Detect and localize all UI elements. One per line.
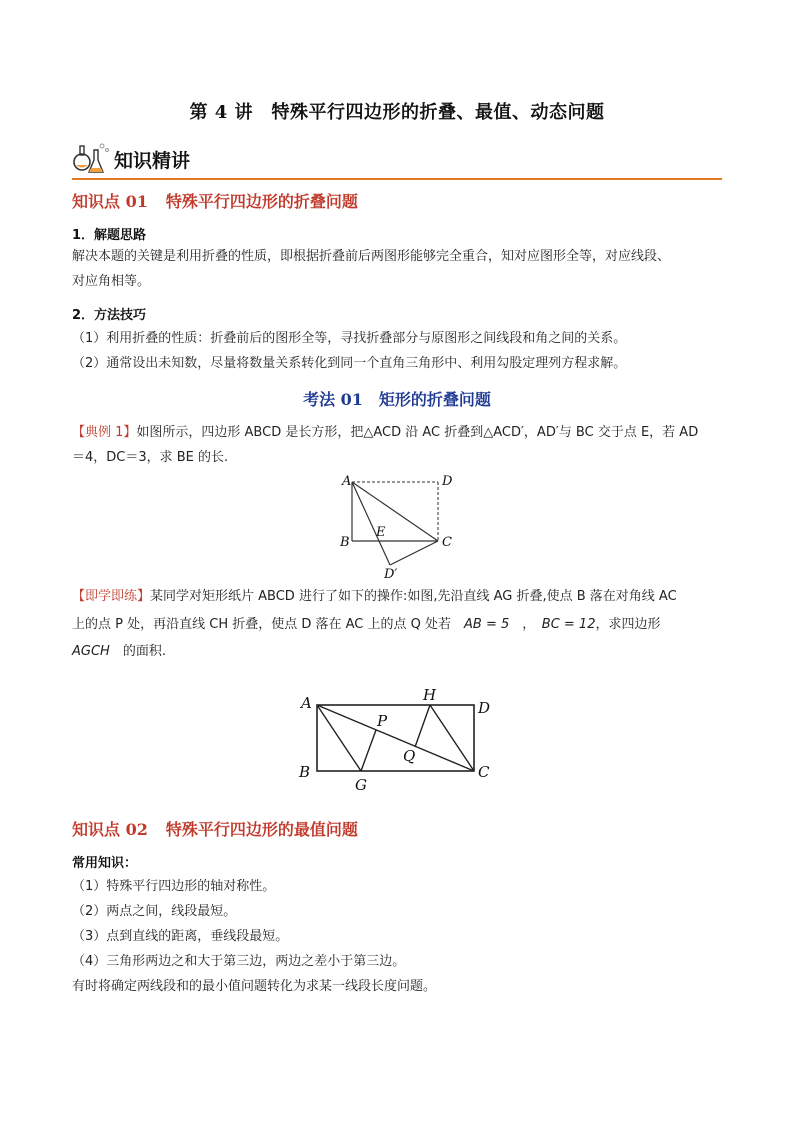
section-2-title: 2．方法技巧 (72, 308, 147, 323)
kp2-number: 知识点 02 (72, 820, 148, 839)
practice-line-3b: 的面积. (122, 644, 166, 659)
common-knowledge-title: 常用知识： (72, 856, 138, 871)
common-knowledge-list (72, 874, 722, 999)
fig1-label-E: E (376, 525, 386, 540)
list-item: （1）特殊平行四边形的轴对称性。 (72, 879, 276, 894)
s1-line-2: 对应角相等。 (72, 274, 151, 289)
section-banner (72, 140, 722, 180)
knowledge-point-1 (72, 189, 358, 212)
fig2-label-D: D (478, 699, 491, 717)
fig2-label-A: A (301, 694, 312, 712)
fig2-label-B: B (299, 763, 311, 781)
fig1-label-B: B (340, 535, 350, 550)
example-1-line-2: ＝4，DC＝3，求 BE 的长. (72, 450, 229, 465)
fig2-label-Q: Q (403, 747, 416, 765)
practice-tag: 【即学即练】 (72, 589, 151, 604)
practice-exercise: 【即学即练】某同学对矩形纸片 ABCD 进行了如下的操作:如图,先沿直线 AG 折叠,使点 B 落在对角线 AC 上的点 P 处，再沿直线 CH 折叠，使点 D 落在 AC 上的点 Q 处若 AB = 5 ， BC = 12，求四边形 AGCH 的面积. (72, 589, 677, 659)
fig1-label-C: C (442, 535, 452, 550)
s2-line-1: （1）利用折叠的性质：折叠前后的图形全等，寻找折叠部分与原图形之间线段和角之间的关系。 (72, 331, 627, 346)
fig1-label-A: A (342, 474, 352, 489)
fig2-label-G: G (355, 776, 367, 794)
fig2-label-C: C (478, 763, 490, 781)
example-1 (72, 420, 722, 470)
fig2-label-H: H (423, 686, 437, 704)
section-1-text (72, 244, 722, 294)
banner-title: 知识精讲 (114, 150, 191, 172)
s1-line-1: 解决本题的关键是利用折叠的性质，即根据折叠前后两图形能够完全重合，知对应图形全等，对应线段、 (72, 249, 671, 264)
example-1-tag: 【典例 1】 (72, 425, 137, 440)
practice-line-2b: ，求四边形 (595, 617, 661, 632)
lab-flask-icon (72, 140, 112, 178)
list-item: （3）点到直线的距离，垂线段最短。 (72, 929, 289, 944)
practice-line-1: 某同学对矩形纸片 ABCD 进行了如下的操作:如图,先沿直线 AG 折叠,使点 B 落在对角线 AC (150, 589, 677, 604)
equation-ab: AB = 5 (464, 617, 510, 632)
final-note: 有时将确定两线段和的最小值问题转化为求某一线段长度问题。 (72, 979, 437, 994)
section-2-text (72, 326, 722, 376)
equation-bc: BC = 12 (541, 617, 596, 632)
fig1-label-D: D (442, 474, 453, 489)
figure-rectangle-agch (295, 680, 505, 795)
kp1-title: 特殊平行四边形的折叠问题 (165, 192, 358, 211)
kp1-number: 知识点 01 (72, 192, 148, 211)
example-1-line-1: 如图所示，四边形 ABCD 是长方形，把△ACD 沿 AC 折叠到△ACD′，AD′与 BC 交于点 E，若 AD (136, 425, 699, 440)
kp2-title: 特殊平行四边形的最值问题 (165, 820, 358, 839)
figure-rectangle-fold (330, 470, 470, 585)
s2-line-2: （2）通常设出未知数，尽量将数量关系转化到同一个直角三角形中、利用勾股定理列方程求解。 (72, 356, 627, 371)
practice-line-2a: 上的点 P 处，再沿直线 CH 折叠，使点 D 落在 AC 上的点 Q 处若 (72, 617, 451, 632)
banner-underline (72, 178, 722, 180)
fig2-label-P: P (377, 712, 388, 730)
section-1-title: 1．解题思路 (72, 228, 147, 243)
method-heading: 考法 01 矩形的折叠问题 (303, 390, 491, 409)
quad-name: AGCH (72, 644, 110, 659)
list-item: （2）两点之间，线段最短。 (72, 904, 237, 919)
page-title: 第 4 讲 特殊平行四边形的折叠、最值、动态问题 (189, 102, 605, 123)
list-item: （4）三角形两边之和大于第三边，两边之差小于第三边。 (72, 954, 406, 969)
knowledge-point-2 (72, 817, 358, 840)
fig1-label-D-prime: D′ (384, 567, 398, 582)
